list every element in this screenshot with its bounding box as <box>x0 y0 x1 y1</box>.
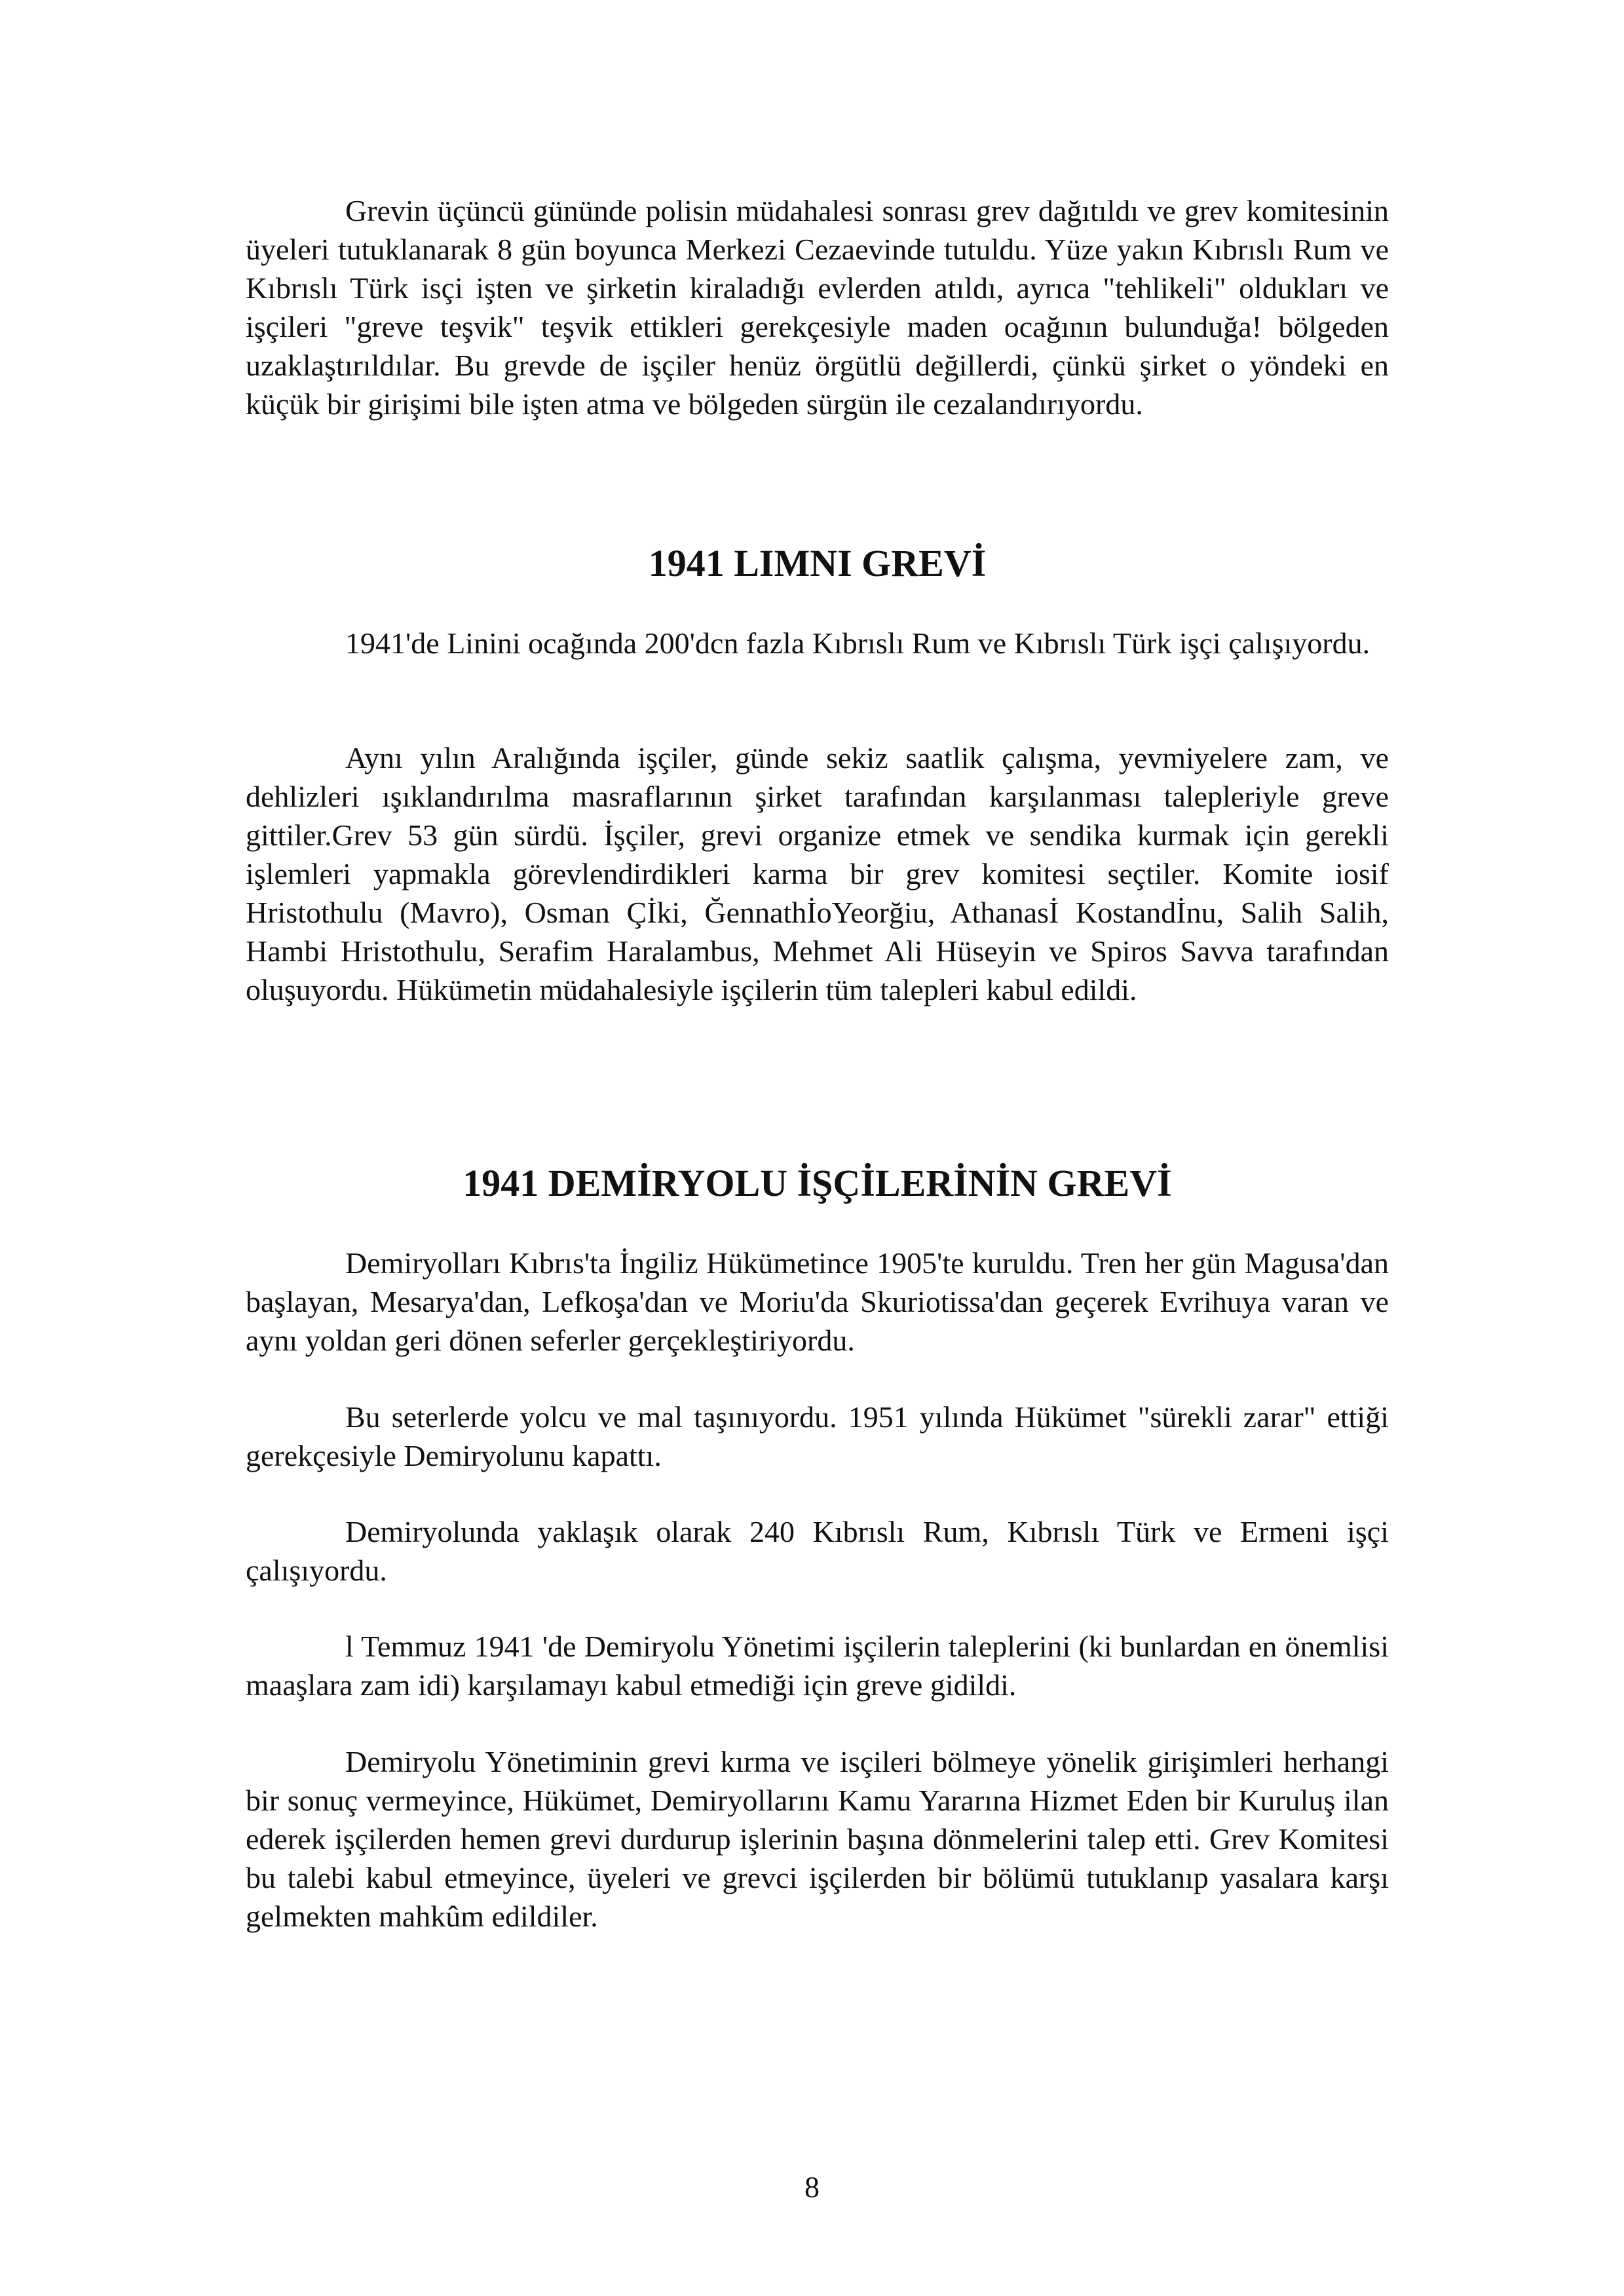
paragraph-limni-workers: 1941'de Linini ocağında 200'dcn fazla Kıbrıslı Rum ve Kıbrıslı Türk işçi çalışıyordu. <box>345 626 1370 660</box>
page-number: 8 <box>804 2170 820 2204</box>
paragraph-railway-history: Demiryolları Kıbrıs'ta İngiliz Hükümetince 1905'te kuruldu. Tren her gün Magusa'dan başlayan, Mesarya'dan, Lefkoşa'dan ve Moriu'da Skuriotissa'dan geçerek Evrihuya varan ve aynı yoldan geri dönen seferler gerçekleştiriyordu. <box>246 1246 1389 1357</box>
paragraph-railway-government-response: Demiryolu Yönetiminin grevi kırma ve isçileri bölmeye yönelik girişimleri herhangi bir sonuç vermeyince, Hükümet, Demiryollarını Kamu Yararına Hizmet Eden bir Kuruluş ilan ederek işçilerden hemen grevi durdurup işlerinin başına dönmelerini talep etti. Grev Komitesi bu talebi kabul etmeyince, üyeleri ve grevci işçilerden bir bölümü tutuklanıp yasalara karşı gelmekten mahkûm edildiler. <box>246 1745 1389 1933</box>
paragraph-railway-closure: Bu seterlerde yolcu ve mal taşınıyordu. 1951 yılında Hükümet "sürekli zarar" ettiği gerekçesiyle Demiryolunu kapattı. <box>246 1400 1389 1472</box>
paragraph-limni-strike-details: Aynı yılın Aralığında işçiler, günde sekiz saatlik çalışma, yevmiyelere zam, ve dehlizleri ışıklandırılma masraflarının şirket tarafından karşılanması talepleriyle greve gittiler.Grev 53 gün sürdü. İşçiler, grevi organize etmek ve sendika kurmak için gerekli işlemleri yapmakla görevlendirdikleri karma bir grev komitesi seçtiler. Komite iosif Hristothulu (Mavro), Osman Çİki, ĞennathİoYeorğiu, Athanasİ Kostandİnu, Salih Salih, Hambi Hristothulu, Serafim Haralambus, Mehmet Ali Hüseyin ve Spiros Savva tarafından oluşuyordu. Hükümetin müdahalesiyle işçilerin tüm talepleri kabul edildi. <box>246 741 1389 1006</box>
paragraph-railway-workers: Demiryolunda yaklaşık olarak 240 Kıbrıslı Rum, Kıbrıslı Türk ve Ermeni işçi çalışıyordu. <box>246 1515 1389 1587</box>
section-heading-limni-strike: 1941 LIMNI GREVİ <box>648 542 987 584</box>
paragraph-strike-aftermath: Grevin üçüncü gününde polisin müdahalesi sonrası grev dağıtıldı ve grev komitesinin üyeleri tutuklanarak 8 gün boyunca Merkezi Cezaevinde tutuldu. Yüze yakın Kıbrıslı Rum ve Kıbrıslı Türk isçi işten ve şirketin kiraladığı evlerden atıldı, ayrıca "tehlikeli" oldukları ve işçileri "greve teşvik" teşvik ettikleri gerekçesiyle maden ocağının bulunduğa! bölgeden uzaklaştırıldılar. Bu grevde de işçiler henüz örgütlü değillerdi, çünkü şirket o yöndeki en küçük bir girişimi bile işten atma ve bölgeden sürgün ile cezalandırıyordu. <box>246 194 1389 421</box>
paragraph-railway-strike-start: l Temmuz 1941 'de Demiryolu Yönetimi işçilerin taleplerini (ki bunlardan en önemlisi maaşlara zam idi) karşılamayı kabul etmediği için greve gidildi. <box>246 1630 1389 1702</box>
section-heading-railway-strike: 1941 DEMİRYOLU İŞÇİLERİNİN GREVİ <box>463 1162 1172 1204</box>
